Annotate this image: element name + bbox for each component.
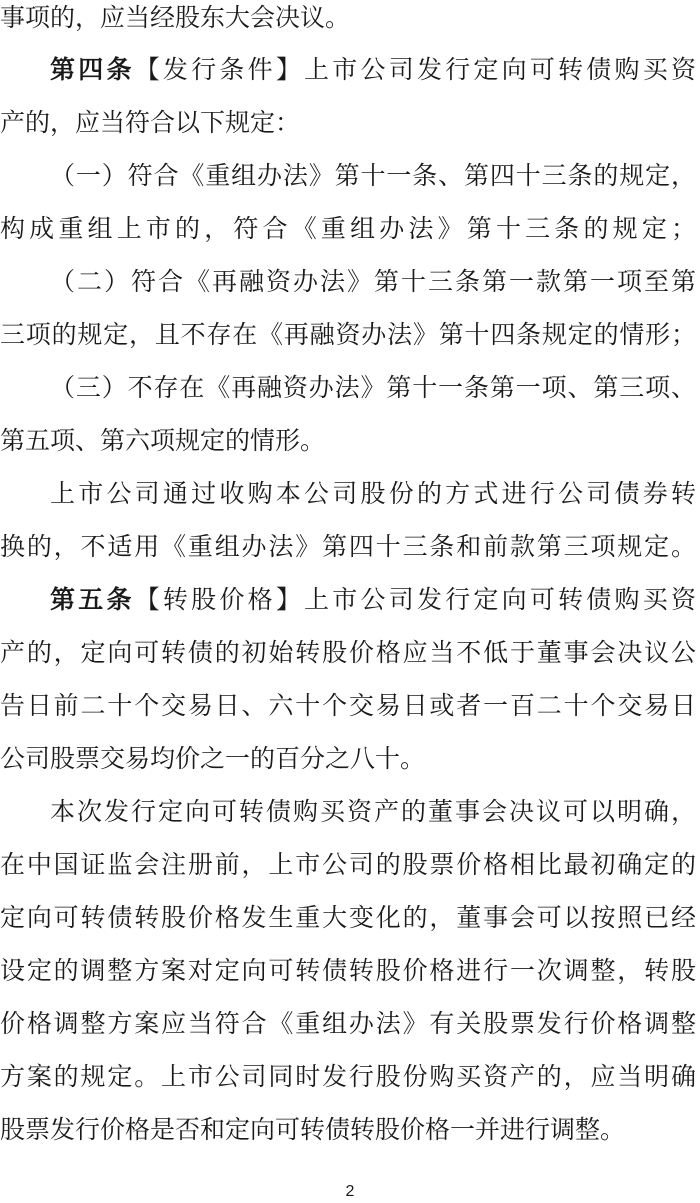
article-number: 第五条 xyxy=(50,585,135,614)
text-line-content: 【发行条件】上市公司发行定向可转债购买资 xyxy=(134,55,696,84)
text-line-content: 产的，应当符合以下规定： xyxy=(0,108,301,137)
text-line xyxy=(0,741,696,777)
text-line xyxy=(0,1059,696,1095)
text-line xyxy=(0,1112,696,1148)
text-line-content: 构成重组上市的，符合《重组办法》第十三条的规定； xyxy=(0,214,696,243)
text-line-content: 公司股票交易均价之一的百分之八十。 xyxy=(0,744,426,773)
text-line-content: 本次发行定向可转债购买资产的董事会决议可以明确， xyxy=(50,797,696,826)
article-number: 第四条 xyxy=(50,55,135,84)
text-line xyxy=(0,211,696,247)
text-line-content: 定向可转债转股价格发生重大变化的，董事会可以按照已经 xyxy=(0,903,696,932)
text-line-content: 第五项、第六项规定的情形。 xyxy=(0,426,326,455)
text-line xyxy=(0,1006,696,1042)
text-line xyxy=(0,635,696,671)
text-line xyxy=(0,794,696,830)
text-line-content: 股票发行价格是否和定向可转债转股价格一并进行调整。 xyxy=(0,1115,626,1144)
text-line-content: 上市公司通过收购本公司股份的方式进行公司债券转 xyxy=(50,479,696,508)
text-line-content: 产的，定向可转债的初始转股价格应当不低于董事会决议公 xyxy=(0,638,696,667)
text-line xyxy=(0,105,696,141)
text-line xyxy=(0,953,696,989)
text-line xyxy=(0,688,696,724)
text-line-content: 【转股价格】上市公司发行定向可转债购买资 xyxy=(134,585,696,614)
text-line xyxy=(0,423,696,459)
article-heading-line xyxy=(0,582,696,618)
text-line xyxy=(0,0,696,36)
text-line-content: （二）符合《再融资办法》第十三条第一款第一项至第 xyxy=(50,267,696,296)
text-line-content: 告日前二十个交易日、六十个交易日或者一百二十个交易日 xyxy=(0,691,696,720)
text-line-content: 方案的规定。上市公司同时发行股份购买资产的，应当明确 xyxy=(0,1062,696,1091)
text-line-content: 换的，不适用《重组办法》第四十三条和前款第三项规定。 xyxy=(0,532,696,561)
text-line-content: （一）符合《重组办法》第十一条、第四十三条的规定， xyxy=(50,161,696,190)
text-line-content: 在中国证监会注册前，上市公司的股票价格相比最初确定的 xyxy=(0,850,696,879)
text-line xyxy=(0,317,696,353)
page-number: 2 xyxy=(345,1183,355,1200)
text-line xyxy=(0,847,696,883)
text-line-content: （三）不存在《再融资办法》第十一条第一项、第三项、 xyxy=(50,373,696,402)
text-line-content: 事项的，应当经股东大会决议。 xyxy=(0,3,351,32)
text-line xyxy=(0,370,696,406)
text-line xyxy=(0,476,696,512)
text-line xyxy=(0,900,696,936)
text-line-content: 设定的调整方案对定向可转债转股价格进行一次调整，转股 xyxy=(0,956,696,985)
text-line-content: 三项的规定，且不存在《再融资办法》第十四条规定的情形； xyxy=(0,320,696,349)
article-heading-line xyxy=(0,52,696,88)
text-line xyxy=(0,158,696,194)
text-line xyxy=(0,264,696,300)
text-line-content: 价格调整方案应当符合《重组办法》有关股票发行价格调整 xyxy=(0,1009,696,1038)
text-line xyxy=(0,529,696,565)
